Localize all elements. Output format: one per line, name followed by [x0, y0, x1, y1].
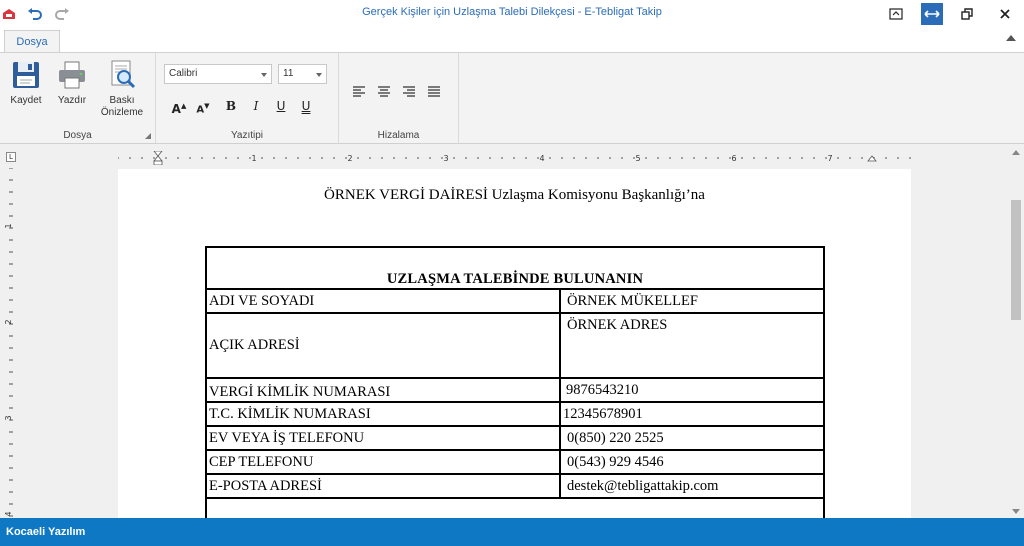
- print-button[interactable]: [50, 57, 94, 107]
- save-icon: [10, 59, 42, 91]
- chevron-down-icon: [316, 73, 322, 77]
- table-row: [206, 450, 824, 474]
- restore-icon[interactable]: [956, 3, 978, 25]
- ruler-number: 3: [4, 415, 13, 421]
- underline-button[interactable]: U: [276, 99, 286, 113]
- print-label: Yazdır: [57, 95, 87, 106]
- row-label: T.C. KİMLİK NUMARASI: [206, 402, 560, 426]
- ruler-number: 1: [251, 154, 257, 163]
- row-label: CEP TELEFONU: [206, 450, 560, 474]
- vertical-scrollbar[interactable]: [1008, 146, 1024, 518]
- table-row: [206, 289, 824, 313]
- close-icon[interactable]: [994, 3, 1016, 25]
- font-name-select[interactable]: [164, 64, 272, 84]
- row-value: ÖRNEK ADRES: [560, 313, 824, 378]
- preview-label-line1: Baskı: [109, 95, 135, 106]
- align-right-icon: [401, 84, 417, 98]
- table-row: [206, 378, 824, 402]
- ribbon-display-options-icon[interactable]: [885, 3, 907, 25]
- row-label: VERGİ KİMLİK NUMARASI: [206, 378, 560, 402]
- scroll-thumb[interactable]: [1011, 200, 1021, 320]
- document-page[interactable]: [118, 169, 911, 518]
- ruler-number: 3: [443, 154, 449, 163]
- shrink-font-label: A: [196, 104, 205, 116]
- font-name-value: Calibri: [169, 68, 198, 79]
- file-group: [0, 53, 156, 143]
- font-group: [156, 53, 339, 143]
- print-preview-button[interactable]: [100, 57, 144, 119]
- print-preview-icon: [106, 59, 138, 91]
- align-justify-icon: [426, 84, 442, 98]
- company-name: Kocaeli Yazılım: [6, 526, 86, 538]
- ruler-number: 4: [539, 154, 545, 163]
- title-bar: [0, 0, 1024, 28]
- chevron-down-icon: [261, 73, 267, 77]
- row-value: 12345678901: [560, 402, 824, 426]
- ruler-number: 1: [4, 223, 13, 229]
- align-center-icon: [376, 84, 392, 98]
- file-group-label: Dosya: [63, 130, 92, 141]
- ruler-number: 6: [731, 154, 737, 163]
- align-left-icon: [351, 84, 367, 98]
- table-row: [206, 474, 824, 498]
- row-label: AÇIK ADRESİ: [206, 313, 560, 378]
- row-value: destek@tebligattakip.com: [560, 474, 824, 498]
- window-title: Gerçek Kişiler için Uzlaşma Talebi Dilekçesi - E-Tebligat Takip: [362, 6, 662, 18]
- font-size-value: 11: [283, 68, 294, 79]
- grow-font-label: A: [171, 102, 181, 116]
- alignment-group-label: Hizalama: [377, 130, 420, 141]
- document-heading: ÖRNEK VERGİ DAİRESİ Uzlaşma Komisyonu Başkanlığı’na: [324, 187, 705, 203]
- row-value: 0(543) 929 4546: [560, 450, 824, 474]
- alignment-group: [339, 53, 459, 143]
- collapse-ribbon-icon[interactable]: [1006, 35, 1016, 41]
- full-width-icon[interactable]: [921, 3, 943, 25]
- preview-label-line2: Önizleme: [100, 107, 144, 118]
- ruler-number: 2: [4, 319, 13, 325]
- row-label: ADI VE SOYADI: [206, 289, 560, 313]
- row-label: EV VEYA İŞ TELEFONU: [206, 426, 560, 450]
- row-value: 9876543210: [560, 378, 824, 402]
- ribbon-tabs: [0, 28, 1024, 52]
- align-justify-button[interactable]: [426, 83, 446, 101]
- italic-button[interactable]: I: [253, 99, 259, 113]
- ruler-number: 2: [347, 154, 353, 163]
- font-group-label: Yazıtipi: [230, 130, 264, 141]
- grow-font-button[interactable]: A▲: [171, 102, 187, 116]
- align-center-button[interactable]: [376, 83, 396, 101]
- table-row: [206, 426, 824, 450]
- row-value: ÖRNEK MÜKELLEF: [560, 289, 824, 313]
- scroll-up-icon[interactable]: [1012, 150, 1020, 155]
- horizontal-ruler[interactable]: [118, 151, 912, 165]
- status-bar: [0, 518, 1024, 546]
- font-size-select[interactable]: [278, 64, 327, 84]
- file-group-launcher-icon[interactable]: [145, 133, 151, 139]
- vertical-ruler[interactable]: [4, 168, 18, 518]
- printer-icon: [56, 59, 88, 91]
- empty-cell: [206, 498, 824, 518]
- scroll-down-icon[interactable]: [1012, 509, 1020, 514]
- shrink-font-button[interactable]: A▼: [196, 102, 210, 116]
- bold-button[interactable]: B: [225, 99, 237, 113]
- row-value: 0(850) 220 2525: [560, 426, 824, 450]
- table-row: [206, 402, 824, 426]
- ruler-number: 4: [4, 511, 13, 517]
- ribbon-panel: [0, 52, 1024, 144]
- align-left-button[interactable]: [351, 83, 371, 101]
- table-row: [206, 313, 824, 378]
- double-underline-button[interactable]: U: [301, 99, 311, 113]
- save-label: Kaydet: [10, 95, 42, 106]
- applicant-table: [205, 246, 825, 518]
- table-row: [206, 498, 824, 518]
- save-button[interactable]: [4, 57, 48, 107]
- tab-stop-selector[interactable]: L: [6, 152, 16, 162]
- ruler-number: 5: [635, 154, 641, 163]
- ruler-number: 7: [827, 154, 833, 163]
- tab-dosya[interactable]: Dosya: [4, 30, 60, 53]
- row-label: E-POSTA ADRESİ: [206, 474, 560, 498]
- align-right-button[interactable]: [401, 83, 421, 101]
- table-title: UZLAŞMA TALEBİNDE BULUNANIN: [206, 247, 824, 289]
